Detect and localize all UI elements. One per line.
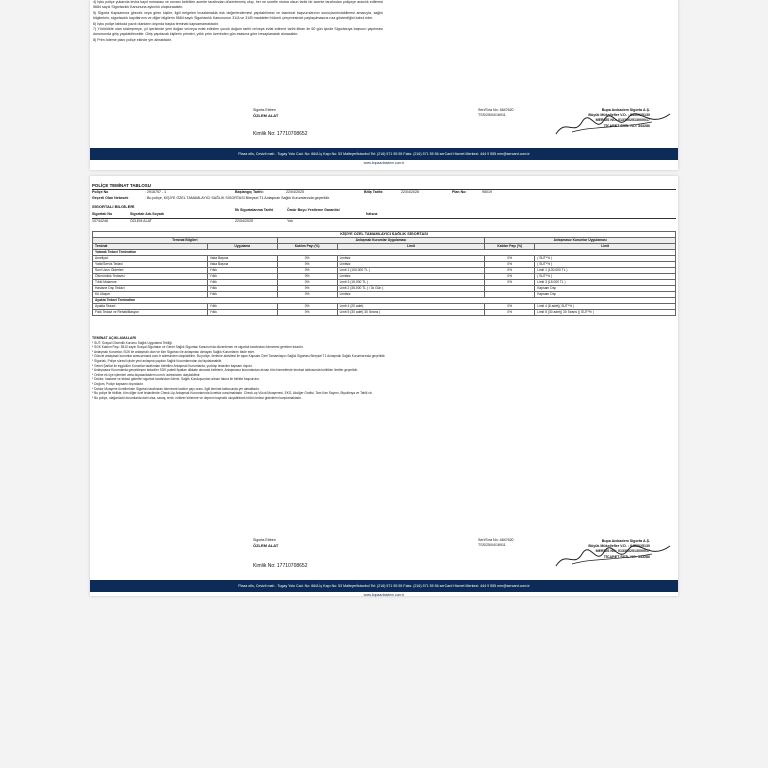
start-date-label: Başlangıç Tarihi:: [235, 190, 264, 194]
copay-non-contracted-cell: 0%: [485, 304, 535, 310]
copay-non-contracted-cell: 0%: [485, 256, 535, 262]
limit-contracted-cell: Limitsiz: [337, 292, 485, 298]
footer-url[interactable]: www.bupaacibadem.com.tr: [363, 161, 405, 165]
copay-contracted-cell: 0%: [277, 268, 337, 274]
header-contracted: Anlaşmalı Kurumlar Uygulaması: [277, 238, 485, 244]
copay-contracted-cell: 0%: [277, 292, 337, 298]
plan-no: 95019: [482, 190, 492, 194]
footer-url-2[interactable]: www.bupaacibadem.com.tr: [363, 593, 405, 597]
limit-non-contracted-cell: ( SUT*% ): [535, 256, 676, 262]
company-registry-2: TİCARET SİCİL NO: 343286: [603, 554, 650, 559]
header-copay-1: Katılım Payı (%): [277, 244, 337, 250]
company-name: Bupa Acıbadem Sigorta A.Ş.: [601, 108, 650, 112]
header-limit-1: Limit: [337, 244, 485, 250]
limit-non-contracted-cell: Limit 5 (30 adet)( 30 Seans )( SUT*% ): [535, 310, 676, 316]
limit-contracted-cell: Limit 4 (20 adet): [337, 304, 485, 310]
explanation-item: * Doğum, Poliçe kapsamı dışındadır.: [92, 381, 144, 386]
header-application: Uygulama: [207, 244, 277, 250]
term-8: 8) Prim ödeme planı poliçe ekinde yer almaktadır.: [93, 37, 172, 42]
page-footer-2: [90, 580, 678, 598]
coverage-table-title: KİŞİYE ÖZEL TAMAMLAYICI SAĞLIK SİGORTASI: [93, 232, 676, 238]
application-cell: Yıllık: [207, 310, 277, 316]
explanation-item: * Genel Şartlar ile eşgüdüm Kurumlar tarafından belirtilen Anlaşmalı Kurumlarda, yurtdışı tedaviler kapsam dışıdır.: [92, 363, 253, 368]
limit-contracted-cell: Limitsiz: [337, 262, 485, 268]
company-mersis: MERSİS NO: 0133002513000017: [595, 118, 650, 123]
coverage-name-cell: Ayakta Tedavi: [93, 304, 208, 310]
explanation-item: * Online ek üye işlemleri www.bupaacibadem.com.tr adresinden ulaşılabilinir.: [92, 372, 201, 377]
first-insured-date: 22/04/2025: [235, 219, 253, 223]
limit-non-contracted-cell: Limit 1 (100.000 TL ): [535, 268, 676, 274]
explanation-item: * SGK Katılım Payı: 5510 sayılı Sosyal Sigortalar ve Genel Sağlık Sigortası Kanunu'nda düzenlenen ve sigortalı tarafından ödenmesi gereken tutardır.: [92, 345, 304, 350]
company-tax: Büyük Mükellefler V.D. : 8450025130: [588, 113, 650, 118]
limit-non-contracted-cell: Limit 4 (8 adet)( SUT*% ): [535, 304, 676, 310]
explanation-item: * Bu poliçe ile birlikte, tüm diğer özel tedavilerde Check-Up Anlaşmalı Kurumlarında ücretsiz sunulmaktadır. Check-up Vücut Muayenesi, EKG, Akciğer Grafisi, Tam Kan Sayımı, Biyokimya ve Tahlil vb.: [92, 391, 373, 396]
limit-non-contracted-cell: ( SUT*% ): [535, 274, 676, 280]
serial-code: TSS/25/04/16911: [478, 113, 506, 117]
coverage-name-cell: Yatılı/Servis Tedavi: [93, 262, 208, 268]
term-4: 4) İşbu poliçe yukarıda levha kayıt numarası ve unvanı belirtilen acente tarafından düzenlenmiş olup, her ne suretle olursa olsun farklı bir acente tarafından poliçeye aracılık edilmesi 5684 sayılı Sigortacılık Kanununa aykırılık oluşturacaktır.: [93, 0, 383, 10]
coverage-name-cell: Suni Uzuv Giderleri: [93, 268, 208, 274]
explanation-item: * Anlaşmalı Kurumlar, SGK ile anlaşmalı olan ve tüm Sigortacı ile anlaşması olmayan Sağlık Kurumlarını ifade eder.: [92, 349, 255, 354]
application-cell: Yıllık: [207, 280, 277, 286]
application-cell: Yıllık: [207, 274, 277, 280]
footer-address: Plaza ofis, Cevizli mah . Tugay Yolu Cad. No: 66/A İç Kapı No: 53 Maltepe/İstanbul Tel: (216) 571 55 55 Faks: (216) 571 55 56 serCard Hizmet Merkezi: 444 9 555 mm@sercard.com.tr: [90, 148, 678, 160]
start-date: 22/04/2025: [286, 190, 304, 194]
explanation-item: * SUT: Sosyal Güvenlik Kurumu Sağlık Uygulama Tebliği.: [92, 340, 173, 345]
explanation-item: * Anlaşmasız Kurumlarda gerçekleşen tedaviler SGK paketi fiyatları dikkate alınarak belirlenir, Anlaşmasız kurumlardan alınan tüm hizmetlerde teminat tablosunda belirtilen limitler geçerlidir.: [92, 368, 358, 373]
header-limit-2: Limit: [535, 244, 676, 250]
page-footer: [90, 148, 678, 166]
explanation-item: * Güncel anlaşmalı kurumlar www.sercard.com.tr adresinden ulaşılabilinir. Bu poliçe, ilerleme aktivitesi ile aşan Kapsam Özel Tamamlayıcı Sağlık Sigortası Bireysel T1 Anlaşmalı Sağlık Kurumlarında geçerlidir.: [92, 354, 386, 359]
company-registry: TİCARET SİCİL NO: 343286: [603, 123, 650, 128]
col-insured-name: Sigortalı Adı-Soyadı: [130, 212, 165, 216]
limit-non-contracted-cell: Kapsam Dışı: [535, 286, 676, 292]
header-coverage: Teminat: [93, 244, 208, 250]
explanation-item: * Bu poliçe, olağanüstü durumlarda dahi olsa, savaş, terör, nükleer kirlenme ve deprem kaynaklı oluşabilecek bütün tedavi giderlerini karşılamaktadır.: [92, 395, 302, 400]
application-cell: Yıllık: [207, 268, 277, 274]
term-7: 7) Yürürlükte olan sözleşmeye, yıl içerisinde yeni doğan ve/veya evlat edinilen çocuk doğum tarihi ve/veya evlat edinme tarihi itibarı ile 60 gün içinde Sigortacıya başvuru yapılması durumunda giriş yapılabilecektir. Giriş yapılacak kişilerin primleri, yıllık prim üzerinden gün esasına göre hesaplanarak alınacaktır.: [93, 27, 383, 37]
coverage-name-cell: Kü Ulaşım: [93, 292, 208, 298]
coverage-name-cell: Tıbbi Malzeme: [93, 280, 208, 286]
serial-block: [478, 108, 514, 118]
term-5: 5) Sigorta Kapsamına girecek veya giren kişiler, ilgili belgeleri imzalamakla risk değerlendirmesi yapılabilmesi ve tazminat başvurularının sonuçlandırılabilmesi amacıyla, sağlık bilgilerinin, sigortacılık kayıtlarının ve diğer bilgilerin 5684 sayılı Sigortacılık Kanununun 31/A ve 31/B maddeleri hükmü çerçevesinde paylaşılmasına rıza gösterdiğini kabul eder.: [93, 10, 383, 21]
coverage-name-cell: Fizik Tedavi ve Rehabilitasyon: [93, 310, 208, 316]
copay-contracted-cell: 0%: [277, 286, 337, 292]
company-tax-2: Büyük Mükellefler V.D. : 8450025130: [588, 544, 650, 549]
coverage-name-cell: Ölümümlük Tedavisi: [93, 274, 208, 280]
insured-info-title: SİGORTALI BİLGİLERİ: [92, 204, 135, 209]
signature-image: [552, 108, 672, 138]
signature-image-2: [552, 540, 672, 570]
coverage-name-cell: Hastane Dışı Tedavi: [93, 286, 208, 292]
header-non-contracted: Anlaşmasız Kurumlar Uygulaması: [485, 238, 676, 244]
serial-code-2: TSS/25/04/16911: [478, 543, 506, 547]
serial-block-2: [478, 538, 514, 548]
application-cell: Vaka Başına: [207, 256, 277, 262]
header-coverage-info: Teminat Bilgileri: [93, 238, 278, 244]
application-cell: Yıllık: [207, 304, 277, 310]
section-title: POLİÇE TEMİNAT TABLOSU: [92, 183, 151, 188]
application-cell: Yıllık: [207, 292, 277, 298]
copay-contracted-cell: 0%: [277, 262, 337, 268]
copay-non-contracted-cell: 0%: [485, 268, 535, 274]
coverage-explanations: [92, 336, 676, 400]
copay-non-contracted-cell: 0%: [485, 262, 535, 268]
limit-contracted-cell: Limitsiz: [337, 274, 485, 280]
plan-label: Plan No:: [452, 190, 467, 194]
insured-name: ÖZLEM ALAT: [253, 113, 279, 118]
company-mersis-2: MERSİS NO: 0133002513000017: [595, 549, 650, 554]
limit-contracted-cell: Limit 5 (30 adet) 30 Seans ): [337, 310, 485, 316]
term-6: 6) İşbu poliçe tabloda yazılı olanların dışında başka teminatı kapsamamaktadır.: [93, 21, 219, 26]
policy-no-label: Poliçe No: [92, 190, 109, 194]
lifetime-value: Yok: [287, 219, 293, 223]
serial-number-2: Seri/Sıra No: 4847620: [478, 538, 514, 542]
insured-name-cell: ÖZLEM ALAT: [130, 219, 152, 223]
explanation-item: * Sigortalı, Poliçe süresi içinde yeni anlaşma yapılan Sağlık Kurumlarından da faydalanabilir.: [92, 358, 223, 363]
inpatient-rows: [93, 256, 676, 298]
id-number: Kimlik No: 17710708652: [253, 131, 308, 137]
col-lifetime: Ömür Boyu Yenileme Garantisi: [287, 208, 340, 212]
document-page-2: [90, 176, 678, 596]
policy-no: : 2916757 - 1: [145, 190, 167, 194]
copay-contracted-cell: 0%: [277, 310, 337, 316]
explanation-item: * Doktor, hastane ve tedavi giderleri sigortalı tarafından ödenir, Sağlık Kuruluşundan alınan fatura ile birlikte başvurulur.: [92, 377, 260, 382]
insured-signature-block-2: [253, 538, 278, 548]
group-inpatient: Yatarak Tedavi Teminatları: [93, 250, 676, 256]
serial-number: Seri/Sıra No: 4847620: [478, 108, 514, 112]
footer-address-2: Plaza ofis, Cevizli mah . Tugay Yolu Cad. No: 66/A İç Kapı No: 53 Maltepe/İstanbul Tel: (216) 571 55 55 Faks: (216) 571 55 56 serCard Hizmet Merkezi: 444 9 555 mm@sercard.com.tr: [90, 580, 678, 592]
limit-contracted-cell: Limitsiz: [337, 256, 485, 262]
group-outpatient: Ayakta Tedavi Teminatları: [93, 298, 676, 304]
network-text: : Bu poliçe, KİŞİYE ÖZEL TAMAMLAYICI SAĞLIK SİGORTASI Bireysel T1 Anlaşmalı Sağlık Kurumlarında geçerlidir.: [145, 196, 331, 200]
explanations-list: [92, 341, 676, 401]
outpatient-row: [93, 310, 676, 316]
insured-name-2: ÖZLEM ALAT: [253, 543, 279, 548]
header-copay-2: Katılım Payı (%): [485, 244, 535, 250]
limit-non-contracted-cell: Kapsam Dışı: [535, 292, 676, 298]
limit-contracted-cell: Limit 1 (100.000 TL ): [337, 268, 485, 274]
col-exclusion: İstisna: [366, 212, 378, 216]
explanations-title: TEMİNAT AÇIKLAMALARI: [92, 336, 137, 340]
copay-contracted-cell: 0%: [277, 304, 337, 310]
id-number-2: Kimlik No: 17710708652: [253, 563, 308, 569]
insured-label: Sigorta Ettiren: [253, 108, 276, 112]
insured-label-2: Sigorta Ettiren: [253, 538, 276, 542]
col-first-insured: İlk Sigortalanma Tarihi: [235, 208, 274, 212]
copay-contracted-cell: 0%: [277, 256, 337, 262]
copay-non-contracted-cell: 0%: [485, 310, 535, 316]
limit-contracted-cell: Limit 2 (35.000 TL ) / 3x Gün ): [337, 286, 485, 292]
end-date-label: Bitiş Tarihi:: [364, 190, 384, 194]
policy-terms: [93, 0, 383, 43]
outpatient-rows: [93, 304, 676, 316]
limit-contracted-cell: Limit 3 (15.000 TL ): [337, 280, 485, 286]
copay-non-contracted-cell: 0%: [485, 280, 535, 286]
document-page-1: [90, 0, 678, 170]
limit-non-contracted-cell: ( SUT*% ): [535, 262, 676, 268]
insured-no: 10744246: [92, 219, 108, 223]
insured-signature-block: [253, 108, 278, 118]
col-insured-no: Sigortalı No: [92, 212, 113, 216]
end-date: 22/04/2026: [401, 190, 419, 194]
copay-contracted-cell: 0%: [277, 274, 337, 280]
application-cell: Yıllık: [207, 286, 277, 292]
explanation-item: * Doktor Muayene ücretlerinde Sigortalı tarafından ödenecek katılım payı oranı, ilgili teminat tablosunda yer almaktadır.: [92, 386, 260, 391]
network-label: Geçerli Olan Network: [92, 196, 129, 200]
company-name-2: Bupa Acıbadem Sigorta A.Ş.: [601, 539, 650, 543]
coverage-table: [92, 231, 676, 316]
limit-non-contracted-cell: Limit 3 (15.000 TL ): [535, 280, 676, 286]
application-cell: Vaka Başına: [207, 262, 277, 268]
copay-non-contracted-cell: 0%: [485, 274, 535, 280]
copay-contracted-cell: 0%: [277, 280, 337, 286]
coverage-name-cell: Ameliyat: [93, 256, 208, 262]
